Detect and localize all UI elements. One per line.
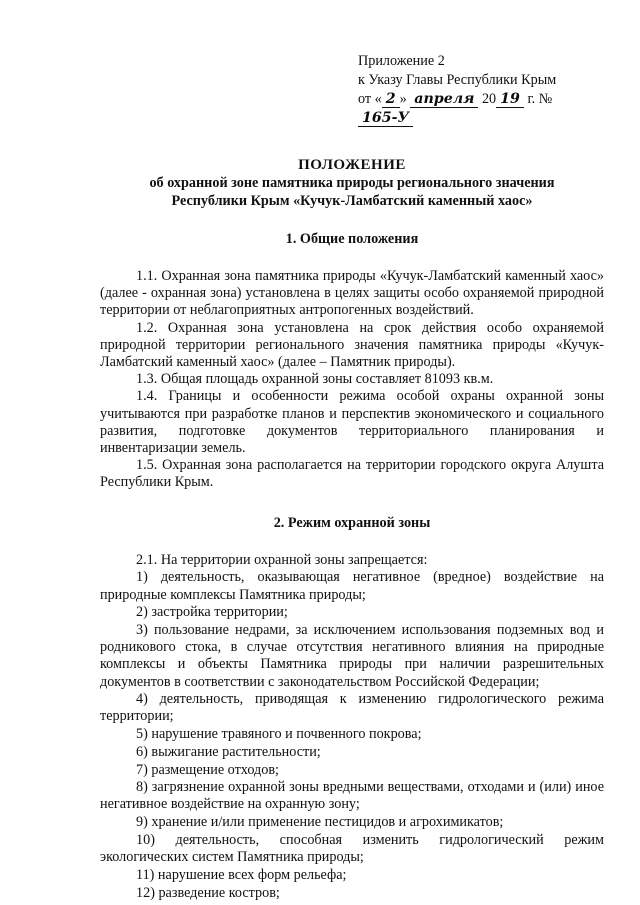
- annex-year-handwritten: 19: [496, 92, 524, 108]
- list-item-12: 12) разведение костров;: [136, 884, 280, 901]
- document-subtitle-line-1: об охранной зоне памятника природы регионального значения: [149, 175, 555, 191]
- document-title-block: [100, 156, 604, 210]
- section-2-heading: 2. Режим охранной зоны: [273, 514, 431, 531]
- list-item-7: 7) размещение отходов;: [136, 761, 279, 778]
- section-1-heading: 1. Общие положения: [285, 231, 419, 247]
- annex-decree-reference: к Указу Главы Республики Крым: [358, 72, 557, 88]
- annex-year-number-label: г. №: [527, 91, 553, 107]
- annex-month-handwritten: апреля: [410, 92, 478, 108]
- list-item-11: 11) нарушение всех форм рельефа;: [136, 866, 347, 883]
- list-item-6: 6) выжигание растительности;: [136, 743, 321, 760]
- annex-number-handwritten: 165-У: [358, 111, 413, 127]
- list-item-3: 3) пользование недрами, за исключением использования подземных вод и родникового стока, в случае отсутствия негативного влияния на природные комплексы и объекты Памятника природы при наличии разрешительных документов в соответствии с законодательством Российской Федерации;: [100, 621, 604, 690]
- paragraph-1-1: 1.1. Охранная зона памятника природы «Кучук-Ламбатский каменный хаос» (далее - охранная зона) установлена в целях защиты особо охраняемой природной территории от неблагоприятных антропогенных воздействий.: [100, 268, 604, 319]
- list-item-8: 8) загрязнение охранной зоны вредными веществами, отходами и (или) иное негативное воздействие на охранную зону;: [100, 779, 604, 813]
- annex-day-handwritten: 2: [382, 92, 400, 108]
- paragraph-1-4: 1.4. Границы и особенности режима особой охраны охранной зоны учитываются при разработке планов и перспектив экономического и социального развития, подготовке документов территориального планирования и инвентаризации земель.: [100, 388, 604, 457]
- list-item-5: 5) нарушение травяного и почвенного покрова;: [136, 726, 422, 743]
- list-item-2: 2) застройка территории;: [136, 604, 288, 621]
- paragraph-1-3: 1.3. Общая площадь охранной зоны составляет 81093 кв.м.: [136, 371, 494, 388]
- annex-date-line: [358, 90, 604, 128]
- annex-year-prefix: 20: [481, 91, 497, 107]
- paragraph-1-2: 1.2. Охранная зона установлена на срок действия особо охраняемой природной территории регионального значения памятника природы «Кучук-Ламбатский каменный хаос» (далее – Памятник природы).: [100, 319, 604, 371]
- annex-from-label: от «: [358, 91, 382, 107]
- section-2-body: [100, 552, 604, 902]
- paragraph-2-1: 2.1. На территории охранной зоны запрещается:: [136, 551, 428, 568]
- list-item-4: 4) деятельность, приводящая к изменению гидрологического режима территории;: [100, 691, 604, 725]
- annex-close-quote: »: [399, 91, 407, 107]
- section-1-body: [100, 268, 604, 492]
- list-item-9: 9) хранение и/или применение пестицидов и агрохимикатов;: [136, 814, 504, 831]
- document-subtitle-line-2: Республики Крым «Кучук-Ламбатский каменный хаос»: [171, 193, 533, 209]
- list-item-10: 10) деятельность, способная изменить гидрологический режим экологических систем Памятника природы;: [100, 831, 604, 866]
- annex-title: Приложение 2: [358, 53, 445, 69]
- paragraph-1-5: 1.5. Охранная зона располагается на территории городского округа Алушта Республики Крым.: [100, 457, 604, 491]
- document-title: ПОЛОЖЕНИЕ: [298, 157, 406, 173]
- annex-block: [358, 52, 604, 128]
- list-item-1: 1) деятельность, оказывающая негативное (вредное) воздействие на природные комплексы Памятника природы;: [100, 569, 604, 603]
